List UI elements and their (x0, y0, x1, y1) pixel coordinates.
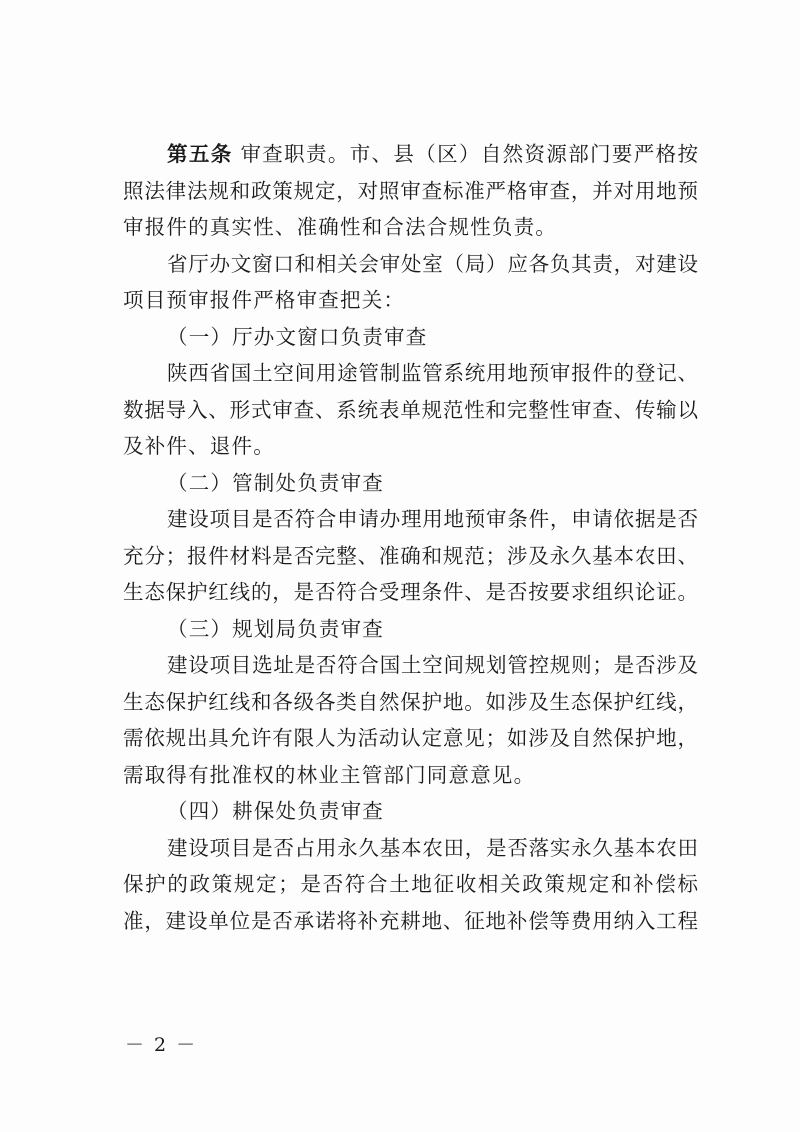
intro-line-1: 省厅办文窗口和相关会审处室（局）应各负其责，对建设 (167, 251, 698, 276)
section-title: （一）厅办文窗口负责审查 (167, 324, 428, 349)
article-line-1 (123, 136, 698, 173)
section-title: （二）管制处负责审查 (167, 470, 384, 495)
paragraph-line: 充分；报件材料是否完整、准确和规范；涉及永久基本农田、 (123, 543, 698, 568)
paragraph-line: 生态保护红线的，是否符合受理条件、是否按要求组织论证。 (123, 580, 698, 604)
article-text: 审查职责。市、县（区）自然资源部门要严格按 (240, 142, 698, 166)
document-body (123, 136, 698, 939)
paragraph-line: 及补件、退件。 (123, 434, 275, 458)
paragraph-line: 生态保护红线和各级各类自然保护地。如涉及生态保护红线， (123, 689, 698, 714)
intro-line-2: 项目预审报件严格审查把关： (123, 288, 406, 312)
section-title: （四）耕保处负责审查 (167, 799, 384, 823)
paragraph-line: 需取得有批准权的林业主管部门同意意见。 (123, 762, 536, 787)
paragraph-line: 建设项目选址是否符合国土空间规划管控规则；是否涉及 (167, 653, 698, 677)
article-line-3: 审报件的真实性、准确性和合法合规性负责。 (123, 215, 557, 239)
paragraph-line: 保护的政策规定；是否符合土地征收相关政策规定和补偿标 (123, 872, 698, 896)
paragraph-line: 数据导入、形式审查、系统表单规范性和完整性审查、传输以 (123, 397, 698, 422)
article-heading: 第五条 (167, 142, 233, 166)
paragraph-line: 陕西省国土空间用途管制监管系统用地预审报件的登记、 (167, 361, 698, 385)
paragraph-line: 建设项目是否占用永久基本农田，是否落实永久基本农田 (167, 835, 698, 860)
page-number: － 2 － (125, 1034, 198, 1056)
article-line-2: 照法律法规和政策规定，对照审查标准严格审查，并对用地预 (123, 178, 698, 203)
paragraph-line: 需依规出具允许有限人为活动认定意见；如涉及自然保护地， (123, 726, 698, 750)
paragraph-line: 建设项目是否符合申请办理用地预审条件，申请依据是否 (167, 507, 698, 531)
paragraph-line: 准，建设单位是否承诺将补充耕地、征地补偿等费用纳入工程 (123, 908, 698, 933)
section-title: （三）规划局负责审查 (167, 616, 384, 641)
